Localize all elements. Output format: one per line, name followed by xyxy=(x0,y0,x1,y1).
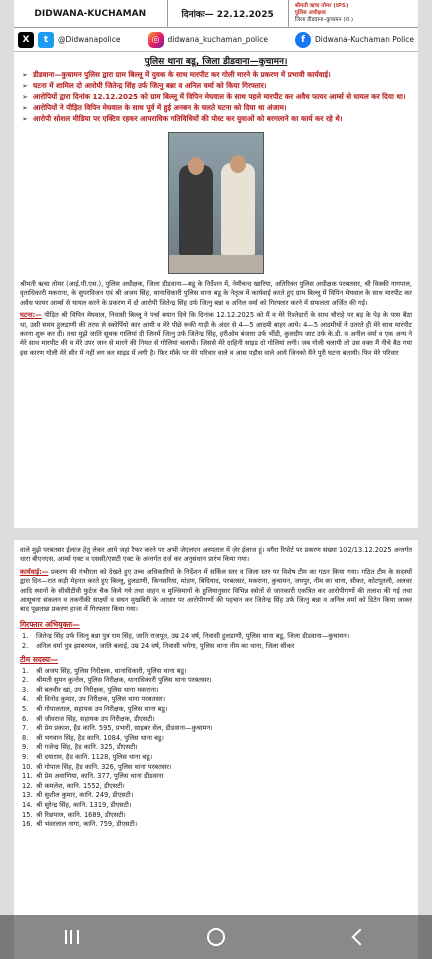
letterhead xyxy=(14,0,418,28)
social-bar xyxy=(14,28,418,52)
stamp-line-3: जिला डीडवाना–कुचामन (रा.) xyxy=(294,17,354,23)
arrested-list xyxy=(14,632,418,652)
highlight-item: ➢ आरोपियों ने पीड़ित विपिन मेघवाल के साथ पूर्व में हुई अनबन के चलते घटना को दिया था अंजाम। xyxy=(22,103,412,113)
recent-apps-button[interactable] xyxy=(52,922,92,952)
sp-stamp xyxy=(289,0,418,27)
recent-apps-icon xyxy=(65,930,79,944)
list-item: 10. श्री गोपाल सिंह, हैड कानि. 326, पुलिस थाना परबतसर। xyxy=(22,762,172,771)
list-item: 5. श्री गोपालताल, सहायक उप निरीक्षक, पुलिस थाना बडू। xyxy=(22,705,168,714)
facebook-handle: Didwana-Kuchaman Police xyxy=(315,35,414,44)
system-nav-bar xyxy=(0,915,432,959)
stamp-line-2: पुलिस अधीक्षक xyxy=(294,10,326,16)
team-list xyxy=(14,667,418,830)
x-icon: X xyxy=(18,32,34,48)
list-item: 2. श्रीमती सुमन कुन्तेल, पुलिस निरीक्षक, थानाधिकारी पुलिस थाना परबतसर। xyxy=(22,676,212,685)
incident-lead: घटना:— xyxy=(20,311,42,320)
document-page-1 xyxy=(14,0,418,528)
highlight-item: ➢ घटना में शामिल दो आरोपी जितेन्द्र सिंह उर्फ जित्नु बन्ना व अनिल वर्मा को किया गिरफ्तार। xyxy=(22,81,412,91)
instagram-handle: didwana_kuchaman_police xyxy=(167,35,268,44)
list-item: 7. श्री प्रेम प्रकाश, हैड कानि. 595, प्रभारी, साइबर सेल, डीडवाना—कुचामन। xyxy=(22,724,213,733)
list-item: 6. श्री जीवराज सिंह, सहायक उप निरीक्षक, डीएसटी। xyxy=(22,714,155,723)
station-title: पुलिस थाना बडू, जिला डीडवाना—कुचामन। xyxy=(144,57,288,67)
district-name: DIDWANA-KUCHAMAN xyxy=(14,0,168,27)
supervision-paragraph: श्रीमती ऋचा तोमर (आई.पी.एस.), पुलिस अधीक्षक, जिला डीडवाना—बडू के निर्देशन में, नेमीचन्द खारिया, अतिरिक्त पुलिस अधीक्षक परबतसर, श्री विक्की नागपाल, वृताधिकारी मकराना, के सुपरविजन एवं श्री अजय सिंह, थानाधिकारी पुलिस थाना बडू के नेतृत्व में कार्यवाई करते हुए ग्राम बिल्लू में विपिन मेघवाल के साथ मारपीट कर अवैध फायर आर्म्स से घायल करने के प्रकरण में दो आरोपी जितेन्द्र सिंह उर्फ जित्नु बन्ना व अनिल वर्मा को गिरफ्तार करने में सफलता अर्जित की गई। xyxy=(20,280,412,307)
instagram-icon: ◎ xyxy=(148,32,164,48)
action-lead: कार्यवाई:— xyxy=(20,567,49,576)
action-paragraph xyxy=(14,568,418,615)
list-item: 8. श्री भगवान सिंह, हैड कानि. 1084, पुलिस थाना बडू। xyxy=(22,733,164,742)
list-item: 15. श्री रिछपाल, कानि. 1689, डीएसटी। xyxy=(22,810,126,819)
list-item: 9. श्री दयाराम, हैड कानि. 1128, पुलिस थाना बडू। xyxy=(22,753,153,761)
highlight-list xyxy=(14,70,418,124)
stamp-line-1: श्रीमती ऋचा तोमर (IPS) xyxy=(294,3,349,9)
report-paragraph: वाले मुझे परबतसर ईलाज हेतु लेकर आये जहां रैफर करने पर अभी जेएलएन अस्पताल में ज़ेर ईलाज हूं। वगैरा रिपोर्ट पर प्रकरण संख्या 102/13.12.2025 अन्तर्गत धारा बीएनएस, आर्म्स एक्ट व एससी/एसटी एक्ट के अन्तर्गत दर्ज कर अनुसंधान प्रारंभ किया गया। xyxy=(20,546,412,564)
list-item: 4. श्री विनोद कुमार, उप निरीक्षक, पुलिस थाना परबतसर। xyxy=(22,695,166,704)
arrested-heading: गिरफ्तार अभियुक्तः— xyxy=(20,619,80,629)
facebook-icon: f xyxy=(295,32,311,48)
list-item: 14. श्री सुरेन्द्र सिंह, कानि. 1319, डीएसटी। xyxy=(22,800,132,809)
list-item: 12. श्री कमलेश, कानि. 1552, डीएसटी। xyxy=(22,781,125,790)
list-item: 1. श्री अजय सिंह, पुलिस निरीक्षक, थानाधिकारी, पुलिस थाना बडू। xyxy=(22,666,187,675)
list-item: 11. श्री प्रेम अवाणिया, कानि. 377, पुलिस थाना डीडवाना xyxy=(22,772,164,781)
action-text: प्रकरण की गंभीरता को देखते हुए उच्च अधिकारियों के निर्देशन में सर्किल स्तर व जिला स्तर पर विशेष टीम का गठन किया गया। गठित टीम के सदस्यों द्वारा दिन—रात कड़ी मेहनत करते हुए बिल्लू, हुलडाणी, किनसरिया, मांडण, बिदियाद, परबतसर, मकराना, कुचामन, जयपुर, नीम का थाना, सीकर, कोटपूतली, अलवर आदि स्थानों के सीसीटीवी फुटेज चैक किये गये तथा वाहन व मुल्जिमानों के हुलियानुसार विभिन्न स्त्रोतों से जानकारी एकत्रित कर आरोपीगणों की तलाश की गई तथा आसूचना संकलन व तकनीकी साक्ष्यों व सघन मुखबिरी के आधार पर आरोपीगणों की पहचान कर जितेन्द्र सिंह उर्फ जित्नु बन्ना व अनिल वर्मा को डिटेन किया जाकर बाद पूछताछ प्रकरण हाजा में गिरफ्तार किया गया। xyxy=(20,567,412,614)
highlight-item: ➢ आरोपी सोशल मीडिया पर एक्टिव रहकर आपराधिक गतिविधियों की पोस्ट कर युवाओं को बरगलाने का कार्य कर रहे थे। xyxy=(22,114,412,124)
incident-paragraph xyxy=(14,311,418,358)
home-icon xyxy=(207,928,225,946)
list-item: 16. श्री भंवरलाल नागा, कानि. 759, डीएसटी। xyxy=(22,820,138,829)
list-item: 1. जितेन्द्र सिंह उर्फ जित्नु बन्ना पुत्र राम सिंह, जाति राजपूत, उम्र 24 वर्ष, निवासी हुलडाणी, पुलिस थाना बडू, जिला डीडवाना—कुचामन। xyxy=(22,631,350,640)
document-page-2 xyxy=(14,540,418,959)
back-icon xyxy=(352,929,369,946)
highlight-item: ➢ डीडवाना—कुचामन पुलिस द्वारा ग्राम बिल्लू में युवक के साथ मारपीट कर गोली मारने के प्रकरण में प्रभावी कार्यवाई। xyxy=(22,70,412,80)
list-item: 9. श्री गजेन्द्र सिंह, हैड कानि. 325, डीएसटी। xyxy=(22,743,138,752)
accused-photo xyxy=(168,132,264,274)
twitter-handle: @Didwanapolice xyxy=(58,35,121,44)
home-button[interactable] xyxy=(196,922,236,952)
list-item: 2. अनिल वर्मा पुत्र झाबरमल, जाति बलाई, उम्र 24 वर्ष, निवासी भगेगा, पुलिस थाना नीम का थाना, जिला सीकर xyxy=(22,642,295,651)
highlight-item: ➢ आरोपियों द्वारा दिनांक 12.12.2025 को ग्राम बिल्लू में विपिन मेघवाल के साथ पहले मारपीट कर अवैध फायर आर्म्स से घायल कर दिया था। xyxy=(22,92,412,102)
incident-text: पीड़ित श्री विपिन मेघवाल, निवासी बिल्लू ने पर्चा बयान दिये कि दिनांक 12.12.2025 को मैं व मेरे रिश्तेदारों के साथ चौराहे पर बड़ के पेड़ के पास बैठा था, उसी समय हुलडाणी की तरफ से स्कोर्पियो कार आयी व मेरे पीछे रूकी गाड़ी के अंदर से 4—5 आदमी बाहर आये। 4—5 आदमीयों ने उतरते ही मेरे साथ मारपीट करना शुरू कर दी। तथा मुझे जाति सूचक गालियां दी जिनमें जित्नु उर्फ जितेन्द्र सिंह, हरीओम बंजारा उर्फ भींडी, कुलदीप जाट उर्फ के.डी. व अनील वर्मा व एक अन्य ने मेरे साथ मारपीट की व मेरे उपर जान से मारने की नियत से गोलियां चलायी। जिससे मेरे दाहिनी साइड दो गोलियां लगी। जब गोली चलायी तो उस वक्त मैं नीचे बैठ गया इस कारण गोली मेरे सीर में नहीं लग कर साइड में लगी है। फिर मौके पर मेरे परिवार वाले व आस पड़ौस वाले आये जिनको मैंने पूरी घटना बतायी। फिर मेरे परिवार xyxy=(20,311,412,357)
back-button[interactable] xyxy=(340,922,380,952)
team-heading: टीम सदस्यः— xyxy=(20,654,59,664)
twitter-icon: t xyxy=(38,32,54,48)
press-date: दिनांकः— 22.12.2025 xyxy=(168,0,289,27)
list-item: 13. श्री सुशील कुमार, कानि. 249, डीएसटी। xyxy=(22,791,134,800)
list-item: 3. श्री बलवीर खां, उप निरीक्षक, पुलिस थाना मकराना। xyxy=(22,685,159,694)
